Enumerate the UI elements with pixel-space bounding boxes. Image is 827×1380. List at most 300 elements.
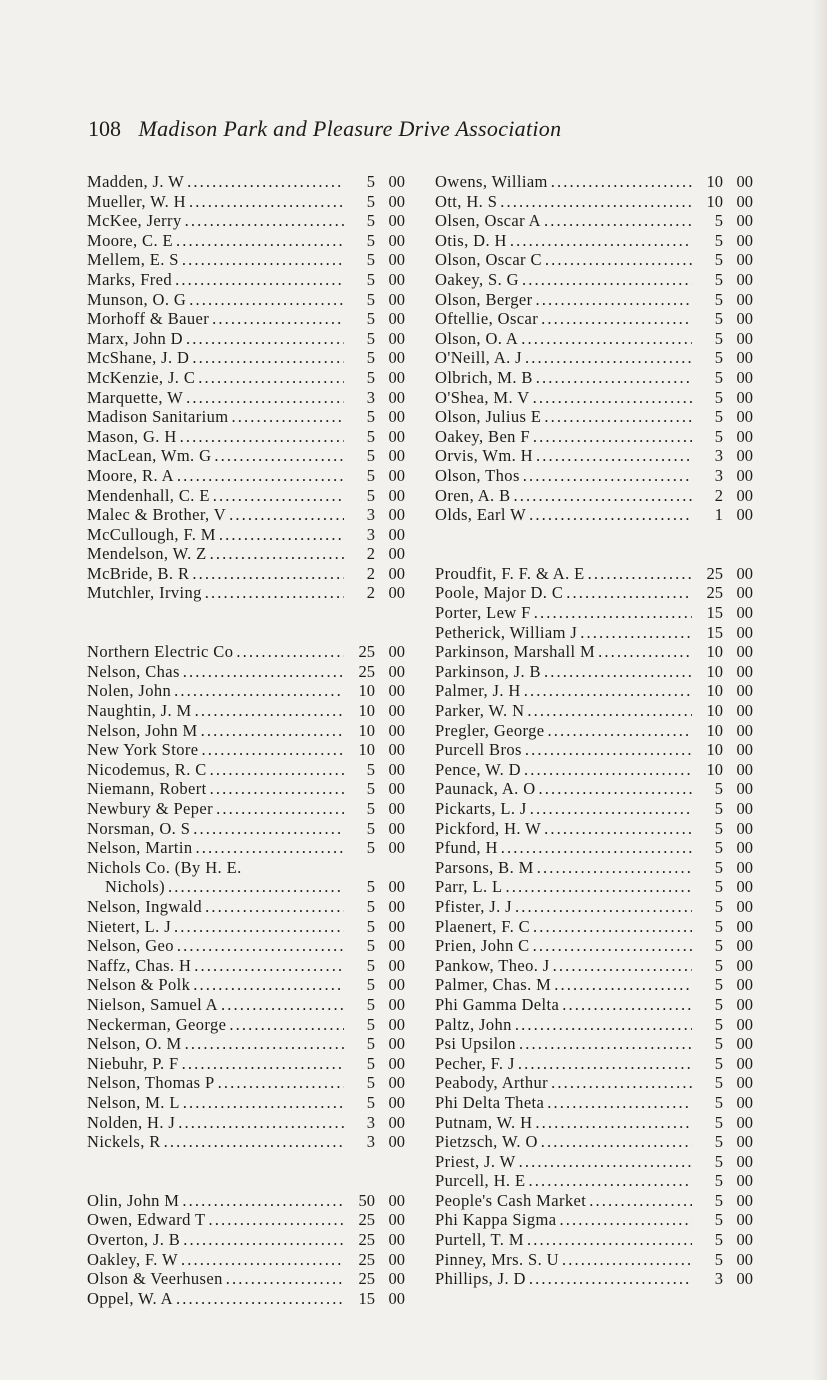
subscriber-entry xyxy=(87,1230,405,1250)
amount-cents: 00 xyxy=(736,485,753,505)
amount-dollars: 3 xyxy=(366,387,375,407)
page-title: Madison Park and Pleasure Drive Association xyxy=(138,116,562,141)
dot-leader xyxy=(208,1210,344,1230)
amount-cents: 00 xyxy=(736,1210,753,1230)
dot-leader xyxy=(562,1250,692,1270)
dot-leader xyxy=(178,1113,344,1133)
subscriber-name: Palmer, J. H xyxy=(435,681,521,701)
subscriber-name: Owens, William xyxy=(435,172,548,191)
subscriber-entry xyxy=(87,544,405,564)
subscriber-name: Putnam, W. H xyxy=(435,1112,533,1132)
section-gap xyxy=(87,1152,405,1191)
amount-cents: 00 xyxy=(388,1190,405,1210)
amount-dollars: 5 xyxy=(714,877,723,897)
subscriber-entry xyxy=(87,407,405,427)
dot-leader xyxy=(544,407,692,427)
subscriber-name: Oppel, W. A xyxy=(87,1288,173,1308)
amount-cents: 00 xyxy=(736,1171,753,1191)
dot-leader xyxy=(176,1289,344,1309)
amount-dollars: 5 xyxy=(714,269,723,289)
amount-dollars: 3 xyxy=(714,1269,723,1289)
dot-leader xyxy=(182,1191,344,1211)
amount-dollars: 5 xyxy=(714,309,723,329)
amount-cents: 00 xyxy=(388,1014,405,1034)
amount-dollars: 5 xyxy=(366,936,375,956)
amount-cents: 00 xyxy=(736,681,753,701)
subscriber-entry xyxy=(87,721,405,741)
page-header xyxy=(88,116,688,142)
dot-leader xyxy=(185,1034,344,1054)
amount-dollars: 50 xyxy=(358,1190,375,1210)
dot-leader xyxy=(524,760,692,780)
subscriber-name: Pfister, J. J xyxy=(435,896,512,916)
subscriber-name: Mutchler, Irving xyxy=(87,583,202,603)
dot-leader xyxy=(186,329,344,349)
subscriber-name: Munson, O. G xyxy=(87,289,187,309)
subscriber-entry xyxy=(87,290,405,310)
amount-dollars: 25 xyxy=(358,1230,375,1250)
subscriber-name: Nelson, Thomas P xyxy=(87,1073,215,1093)
subscriber-entry xyxy=(435,1015,753,1035)
subscriber-name: Prien, John C xyxy=(435,936,530,956)
amount-dollars: 5 xyxy=(714,230,723,250)
subscriber-entry xyxy=(87,897,405,917)
subscriber-name: Phi Kappa Sigma xyxy=(435,1210,557,1230)
dot-leader xyxy=(221,995,344,1015)
subscriber-name: Oren, A. B xyxy=(435,485,511,505)
dot-leader xyxy=(533,936,692,956)
amount-cents: 00 xyxy=(736,936,753,956)
subscriber-entry xyxy=(435,819,753,839)
subscriber-entry xyxy=(435,1269,753,1289)
dot-leader xyxy=(533,427,692,447)
amount-dollars: 5 xyxy=(714,387,723,407)
subscriber-name: Madden, J. W xyxy=(87,172,185,191)
dot-leader xyxy=(544,819,692,839)
amount-dollars: 3 xyxy=(366,524,375,544)
amount-cents: 00 xyxy=(736,1249,753,1269)
subscriber-entry xyxy=(435,446,753,466)
subscriber-name: Niebuhr, P. F xyxy=(87,1053,179,1073)
amount-cents: 00 xyxy=(388,309,405,329)
amount-dollars: 5 xyxy=(714,348,723,368)
subscriber-entry xyxy=(435,309,753,329)
amount-cents: 00 xyxy=(388,642,405,662)
subscriber-name: Pecher, F. J xyxy=(435,1053,515,1073)
amount-dollars: 5 xyxy=(714,896,723,916)
amount-dollars: 10 xyxy=(706,759,723,779)
subscriber-entry xyxy=(87,446,405,466)
subscriber-entry xyxy=(435,1210,753,1230)
dot-leader xyxy=(193,819,344,839)
amount-cents: 00 xyxy=(388,328,405,348)
amount-dollars: 10 xyxy=(706,661,723,681)
dot-leader xyxy=(539,779,692,799)
amount-cents: 00 xyxy=(736,759,753,779)
amount-dollars: 5 xyxy=(366,407,375,427)
subscriber-name: Nelson, M. L xyxy=(87,1092,180,1112)
subscriber-name: Porter, Lew F xyxy=(435,603,531,623)
subscriber-entry xyxy=(87,1015,405,1035)
amount-dollars: 5 xyxy=(366,838,375,858)
subscriber-entry xyxy=(435,681,753,701)
subscriber-entry xyxy=(435,290,753,310)
amount-cents: 00 xyxy=(388,211,405,231)
dot-leader xyxy=(528,1171,692,1191)
left-column xyxy=(87,172,405,1308)
subscriber-entry xyxy=(87,466,405,486)
subscriber-name: Phi Gamma Delta xyxy=(435,994,560,1014)
subscriber-name: Nietert, L. J xyxy=(87,916,172,936)
dot-leader xyxy=(529,505,692,525)
dot-leader xyxy=(541,1132,692,1152)
amount-cents: 00 xyxy=(736,505,753,525)
dot-leader xyxy=(588,564,692,584)
amount-cents: 00 xyxy=(736,387,753,407)
dot-leader xyxy=(515,1015,692,1035)
amount-dollars: 5 xyxy=(366,1053,375,1073)
subscriber-name: Pankow, Theo. J xyxy=(435,955,550,975)
amount-cents: 00 xyxy=(388,269,405,289)
amount-dollars: 5 xyxy=(366,955,375,975)
amount-dollars: 10 xyxy=(706,172,723,191)
amount-cents: 00 xyxy=(388,916,405,936)
amount-dollars: 2 xyxy=(366,544,375,564)
subscriber-name: Olson & Veerhusen xyxy=(87,1269,223,1289)
amount-dollars: 5 xyxy=(714,407,723,427)
subscriber-name: Mellem, E. S xyxy=(87,250,179,270)
amount-cents: 00 xyxy=(388,544,405,564)
amount-cents: 00 xyxy=(388,563,405,583)
amount-cents: 00 xyxy=(388,289,405,309)
amount-dollars: 10 xyxy=(706,701,723,721)
subscriber-name: Pfund, H xyxy=(435,838,498,858)
subscriber-name: Nolden, H. J xyxy=(87,1112,176,1132)
amount-cents: 00 xyxy=(388,720,405,740)
subscriber-name: Oftellie, Oscar xyxy=(435,309,539,329)
dot-leader xyxy=(562,995,692,1015)
amount-dollars: 5 xyxy=(714,250,723,270)
dot-leader xyxy=(187,172,344,192)
subscriber-entry xyxy=(435,858,753,878)
subscriber-entry xyxy=(435,231,753,251)
subscriber-entry xyxy=(435,936,753,956)
subscriber-name: Palmer, Chas. M xyxy=(435,975,552,995)
subscriber-entry xyxy=(435,1034,753,1054)
amount-cents: 00 xyxy=(736,1230,753,1250)
amount-dollars: 5 xyxy=(714,1092,723,1112)
dot-leader xyxy=(510,231,692,251)
amount-cents: 00 xyxy=(736,1151,753,1171)
dot-leader xyxy=(210,760,344,780)
amount-cents: 00 xyxy=(736,838,753,858)
amount-cents: 00 xyxy=(388,1288,405,1308)
amount-cents: 00 xyxy=(736,994,753,1014)
amount-dollars: 10 xyxy=(706,191,723,211)
subscriber-entry xyxy=(435,1093,753,1113)
amount-cents: 00 xyxy=(736,975,753,995)
subscriber-entry xyxy=(435,838,753,858)
dot-leader xyxy=(205,897,344,917)
amount-cents: 00 xyxy=(736,172,753,191)
amount-cents: 00 xyxy=(736,289,753,309)
dot-leader xyxy=(515,897,692,917)
amount-dollars: 5 xyxy=(714,1230,723,1250)
dot-leader xyxy=(522,270,692,290)
amount-dollars: 5 xyxy=(366,994,375,1014)
amount-dollars: 5 xyxy=(366,367,375,387)
dot-leader xyxy=(530,799,692,819)
dot-leader xyxy=(580,623,692,643)
dot-leader xyxy=(175,270,344,290)
amount-dollars: 5 xyxy=(714,328,723,348)
amount-dollars: 5 xyxy=(714,211,723,231)
dot-leader xyxy=(500,192,692,212)
subscriber-entry xyxy=(87,348,405,368)
amount-cents: 00 xyxy=(388,485,405,505)
subscriber-entry xyxy=(87,388,405,408)
subscriber-entry xyxy=(435,368,753,388)
dot-leader xyxy=(168,877,344,897)
dot-leader xyxy=(547,1093,692,1113)
subscriber-name: Mendelson, W. Z xyxy=(87,544,207,564)
subscriber-entry xyxy=(87,427,405,447)
subscriber-entry xyxy=(87,250,405,270)
amount-cents: 00 xyxy=(388,661,405,681)
subscriber-entry xyxy=(87,681,405,701)
subscriber-name: O'Neill, A. J xyxy=(435,348,523,368)
amount-dollars: 5 xyxy=(714,818,723,838)
amount-cents: 00 xyxy=(388,1210,405,1230)
amount-cents: 00 xyxy=(736,328,753,348)
subscriber-name: People's Cash Market xyxy=(435,1190,587,1210)
amount-dollars: 10 xyxy=(706,681,723,701)
amount-dollars: 5 xyxy=(714,916,723,936)
subscriber-entry xyxy=(87,329,405,349)
amount-dollars: 5 xyxy=(366,799,375,818)
amount-cents: 00 xyxy=(736,1132,753,1152)
dot-leader xyxy=(506,877,693,897)
subscriber-entry xyxy=(435,388,753,408)
amount-dollars: 10 xyxy=(706,740,723,760)
amount-dollars: 5 xyxy=(714,1053,723,1073)
page-number: 108 xyxy=(88,116,121,141)
amount-dollars: 2 xyxy=(366,583,375,603)
amount-cents: 00 xyxy=(388,975,405,995)
amount-dollars: 5 xyxy=(714,955,723,975)
subscriber-entry xyxy=(87,701,405,721)
amount-dollars: 5 xyxy=(714,1132,723,1152)
subscriber-name: Olsen, Oscar A xyxy=(435,211,541,231)
subscriber-entry xyxy=(87,172,405,192)
subscriber-entry xyxy=(435,505,753,525)
dot-leader xyxy=(541,309,692,329)
amount-dollars: 5 xyxy=(714,1210,723,1230)
dot-leader xyxy=(164,1132,344,1152)
amount-dollars: 5 xyxy=(366,269,375,289)
subscriber-entry xyxy=(87,662,405,682)
amount-cents: 00 xyxy=(388,701,405,721)
subscriber-entry xyxy=(87,642,405,662)
subscriber-entry xyxy=(435,486,753,506)
subscriber-name: Pietzsch, W. O xyxy=(435,1132,538,1152)
subscriber-name: McBride, B. R xyxy=(87,563,190,583)
subscriber-name: Nelson, Martin xyxy=(87,838,193,858)
dot-leader xyxy=(185,211,344,231)
subscriber-entry xyxy=(435,662,753,682)
amount-dollars: 25 xyxy=(706,563,723,583)
subscriber-entry xyxy=(435,917,753,937)
amount-dollars: 1 xyxy=(714,505,723,525)
amount-cents: 00 xyxy=(736,603,753,623)
dot-leader xyxy=(180,427,344,447)
subscriber-name: Norsman, O. S xyxy=(87,818,191,838)
dot-leader xyxy=(560,1210,693,1230)
subscriber-entry xyxy=(435,956,753,976)
subscriber-entry xyxy=(435,583,753,603)
amount-cents: 00 xyxy=(388,1034,405,1054)
amount-dollars: 5 xyxy=(714,1073,723,1093)
dot-leader xyxy=(177,466,344,486)
dot-leader xyxy=(174,681,344,701)
amount-cents: 00 xyxy=(388,505,405,525)
subscriber-entry xyxy=(87,1250,405,1270)
amount-dollars: 5 xyxy=(714,1151,723,1171)
subscriber-entry xyxy=(435,975,753,995)
subscriber-entry xyxy=(435,1171,753,1191)
amount-dollars: 5 xyxy=(366,348,375,368)
dot-leader xyxy=(192,348,344,368)
subscriber-name: Nelson & Polk xyxy=(87,975,191,995)
amount-cents: 00 xyxy=(388,877,405,897)
amount-dollars: 5 xyxy=(366,211,375,231)
dot-leader xyxy=(523,466,692,486)
subscriber-name: Paltz, John xyxy=(435,1014,512,1034)
amount-cents: 00 xyxy=(736,230,753,250)
amount-cents: 00 xyxy=(736,367,753,387)
amount-cents: 00 xyxy=(736,740,753,760)
dot-leader xyxy=(519,1034,692,1054)
amount-dollars: 5 xyxy=(714,779,723,799)
amount-cents: 00 xyxy=(388,172,405,191)
amount-cents: 00 xyxy=(736,583,753,603)
dot-leader xyxy=(182,1054,344,1074)
subscriber-entry xyxy=(87,995,405,1015)
amount-dollars: 5 xyxy=(714,857,723,877)
amount-cents: 00 xyxy=(388,191,405,211)
subscriber-entry xyxy=(435,172,753,192)
subscriber-name: O'Shea, M. V xyxy=(435,387,530,407)
section-gap xyxy=(87,603,405,642)
amount-dollars: 5 xyxy=(366,1073,375,1093)
subscriber-entry xyxy=(435,329,753,349)
dot-leader xyxy=(183,1093,344,1113)
subscriber-name: Naughtin, J. M xyxy=(87,701,192,721)
subscriber-entry xyxy=(435,1191,753,1211)
amount-cents: 00 xyxy=(388,1249,405,1269)
subscriber-name: Nelson, O. M xyxy=(87,1034,182,1054)
page-edge-shadow xyxy=(813,0,827,1380)
amount-dollars: 5 xyxy=(714,1190,723,1210)
amount-dollars: 3 xyxy=(366,1132,375,1152)
subscriber-entry xyxy=(435,603,753,623)
amount-dollars: 25 xyxy=(358,1210,375,1230)
amount-dollars: 10 xyxy=(358,681,375,701)
amount-dollars: 3 xyxy=(714,446,723,466)
subscriber-entry xyxy=(435,877,753,897)
subscriber-entry xyxy=(435,779,753,799)
amount-cents: 00 xyxy=(388,896,405,916)
amount-cents: 00 xyxy=(388,1132,405,1152)
amount-dollars: 15 xyxy=(706,622,723,642)
amount-cents: 00 xyxy=(388,1073,405,1093)
subscriber-entry xyxy=(87,740,405,760)
amount-cents: 00 xyxy=(736,799,753,818)
subscriber-name: Parsons, B. M xyxy=(435,857,534,877)
amount-cents: 00 xyxy=(388,367,405,387)
subscriber-name: Purcell Bros xyxy=(435,740,522,760)
dot-leader xyxy=(195,701,344,721)
subscriber-entry xyxy=(435,760,753,780)
amount-dollars: 5 xyxy=(714,1249,723,1269)
subscriber-name: Nelson, Geo xyxy=(87,936,174,956)
subscriber-name: Pregler, George xyxy=(435,720,545,740)
dot-leader xyxy=(598,642,692,662)
subscriber-entry xyxy=(435,1073,753,1093)
subscriber-name: Naffz, Chas. H xyxy=(87,955,192,975)
dot-leader xyxy=(182,250,344,270)
dot-leader xyxy=(231,407,344,427)
dot-leader xyxy=(210,779,344,799)
amount-cents: 00 xyxy=(388,426,405,446)
amount-dollars: 15 xyxy=(358,1288,375,1308)
subscriber-name: Nickels, R xyxy=(87,1132,161,1152)
subscriber-entry xyxy=(87,211,405,231)
dot-leader xyxy=(193,975,344,995)
amount-dollars: 5 xyxy=(366,1014,375,1034)
subscriber-name: Neckerman, George xyxy=(87,1014,227,1034)
amount-cents: 00 xyxy=(736,661,753,681)
subscriber-entry xyxy=(87,975,405,995)
amount-cents: 00 xyxy=(388,230,405,250)
amount-cents: 00 xyxy=(736,465,753,485)
dot-leader xyxy=(212,309,344,329)
subscriber-name: Overton, J. B xyxy=(87,1230,181,1250)
subscriber-name: Mendenhall, C. E xyxy=(87,485,210,505)
dot-leader xyxy=(533,917,692,937)
dot-leader xyxy=(514,486,693,506)
amount-cents: 00 xyxy=(388,1112,405,1132)
dot-leader xyxy=(198,368,344,388)
amount-cents: 00 xyxy=(736,622,753,642)
amount-dollars: 5 xyxy=(714,1112,723,1132)
amount-dollars: 5 xyxy=(366,916,375,936)
amount-dollars: 2 xyxy=(366,563,375,583)
subscriber-name: Moore, R. A xyxy=(87,465,174,485)
amount-cents: 00 xyxy=(736,1073,753,1093)
amount-cents: 00 xyxy=(388,250,405,270)
amount-dollars: 5 xyxy=(366,779,375,799)
amount-dollars: 5 xyxy=(714,289,723,309)
amount-dollars: 5 xyxy=(366,328,375,348)
subscriber-entry xyxy=(87,1054,405,1074)
subscriber-entry xyxy=(87,564,405,584)
amount-cents: 00 xyxy=(388,759,405,779)
amount-cents: 00 xyxy=(388,838,405,858)
subscriber-name: Parkinson, J. B xyxy=(435,661,541,681)
subscriber-name: Niemann, Robert xyxy=(87,779,207,799)
dot-leader xyxy=(535,290,692,310)
